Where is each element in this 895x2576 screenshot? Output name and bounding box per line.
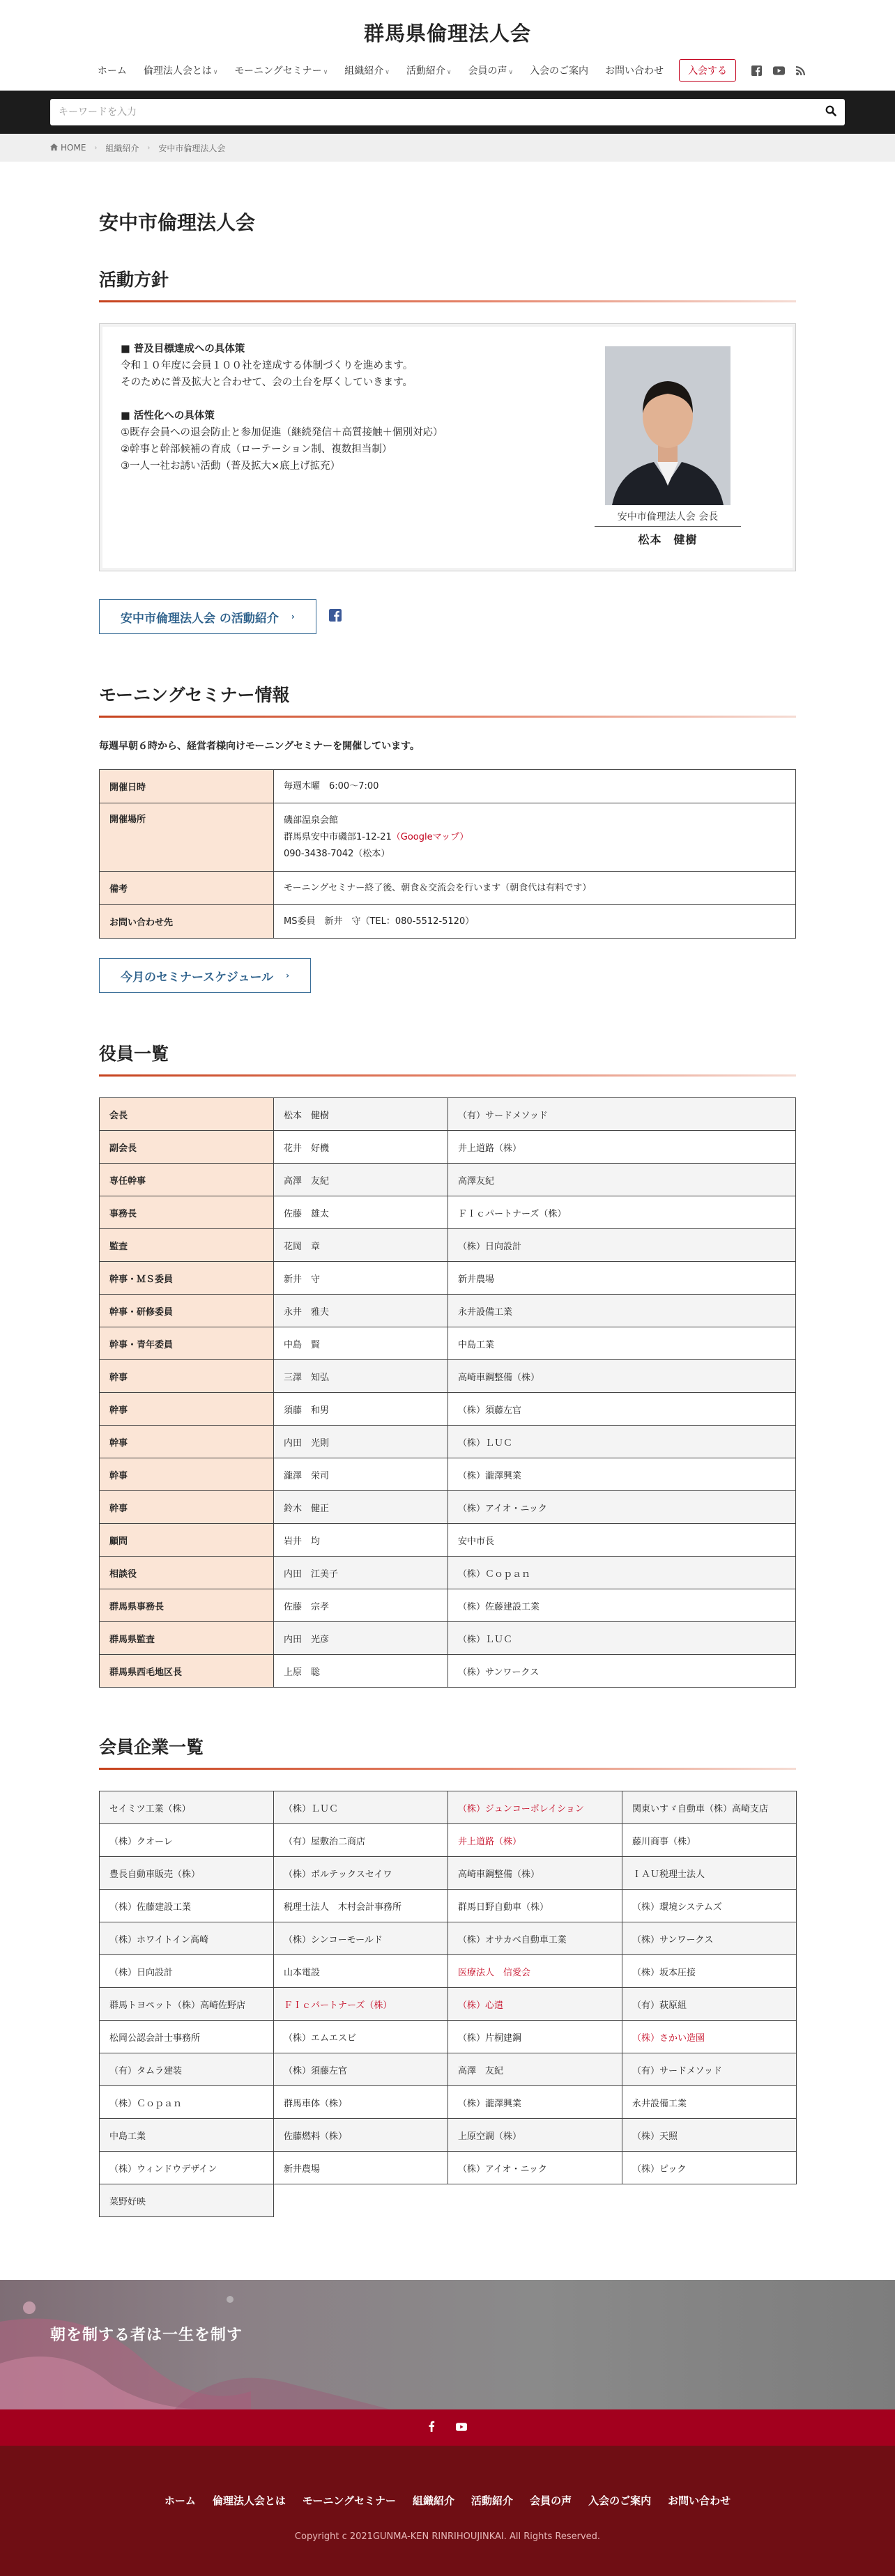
table-row bbox=[100, 2086, 797, 2119]
table-row bbox=[100, 905, 796, 939]
member-company: （株）瀧澤興業 bbox=[448, 2086, 622, 2119]
officer-company: 高崎車鋼整備（株） bbox=[448, 1360, 796, 1393]
header-sns bbox=[751, 65, 806, 76]
seminar-label: 開催場所 bbox=[100, 803, 274, 872]
footer-nav-item[interactable]: 組織紹介 bbox=[413, 2494, 455, 2507]
footer-nav-item[interactable]: 会員の声 bbox=[530, 2494, 572, 2507]
officer-name: 須藤 和男 bbox=[274, 1393, 448, 1426]
breadcrumb bbox=[0, 134, 895, 162]
table-row bbox=[100, 1327, 796, 1360]
officer-company: （株）ＬＵＣ bbox=[448, 1622, 796, 1655]
table-row bbox=[100, 1458, 796, 1491]
table-row bbox=[100, 1360, 796, 1393]
member-company: 豊長自動車販売（株） bbox=[100, 1857, 274, 1890]
officer-role: 幹事 bbox=[100, 1491, 274, 1524]
empty-cell bbox=[448, 2184, 622, 2217]
officers-title: 役員一覧 bbox=[99, 1040, 796, 1077]
footer-nav-item[interactable]: モーニングセミナー bbox=[302, 2494, 397, 2507]
member-company: （株）須藤左官 bbox=[274, 2053, 448, 2086]
officer-name: 松本 健樹 bbox=[274, 1098, 448, 1131]
member-company: 高澤 友紀 bbox=[448, 2053, 622, 2086]
table-row bbox=[100, 1988, 797, 2021]
chevron-down-icon: ∨ bbox=[446, 69, 452, 76]
chevron-down-icon: ∨ bbox=[385, 69, 390, 76]
member-company: （株）佐藤建設工業 bbox=[100, 1890, 274, 1922]
officer-company: 安中市長 bbox=[448, 1524, 796, 1557]
member-company: （株）坂本圧接 bbox=[622, 1955, 797, 1988]
seminar-label: 開催日時 bbox=[100, 770, 274, 803]
member-company: 松岡公認会計士事務所 bbox=[100, 2021, 274, 2053]
site-title[interactable]: 群馬県倫理法人会 bbox=[363, 22, 531, 45]
member-company: 関東いすゞ自動車（株）高崎支店 bbox=[622, 1791, 797, 1824]
facebook-icon[interactable] bbox=[329, 609, 342, 624]
nav-item-label: 組織紹介 bbox=[344, 65, 384, 77]
officer-company: （株）須藤左官 bbox=[448, 1393, 796, 1426]
chevron-down-icon: ∨ bbox=[213, 69, 218, 76]
officer-name: 永井 雅夫 bbox=[274, 1295, 448, 1327]
member-company: （株）ホワイトイン高崎 bbox=[100, 1922, 274, 1955]
nav-item-label: 活動紹介 bbox=[406, 65, 445, 77]
table-row bbox=[100, 872, 796, 905]
member-company: 上原空調（株） bbox=[448, 2119, 622, 2152]
table-row bbox=[100, 1262, 796, 1295]
table-row bbox=[100, 1955, 797, 1988]
member-company: （株）アイオ・ニック bbox=[448, 2152, 622, 2184]
member-company: （有）屋敷治二商店 bbox=[274, 1824, 448, 1857]
table-row bbox=[100, 1491, 796, 1524]
member-company: （株）ウィンドウデザイン bbox=[100, 2152, 274, 2184]
youtube-icon[interactable] bbox=[773, 66, 785, 75]
member-company: （有）萩原組 bbox=[622, 1988, 797, 2021]
footer-nav bbox=[0, 2446, 895, 2508]
officer-company: ＦＩｃパートナーズ（株） bbox=[448, 1196, 796, 1229]
members-title: 会員企業一覧 bbox=[99, 1734, 796, 1770]
officer-name: 花井 好機 bbox=[274, 1131, 448, 1164]
google-map-link[interactable]: （Googleマップ） bbox=[391, 831, 469, 842]
member-company: （株）シンコーモールド bbox=[274, 1922, 448, 1955]
facebook-icon[interactable] bbox=[751, 65, 762, 76]
officer-company: （株）ＬＵＣ bbox=[448, 1426, 796, 1458]
officer-role: 幹事 bbox=[100, 1426, 274, 1458]
officer-name: 岩井 均 bbox=[274, 1524, 448, 1557]
member-company: 群馬トヨペット（株）高崎佐野店 bbox=[100, 1988, 274, 2021]
activity-row bbox=[99, 599, 796, 634]
table-row bbox=[100, 770, 796, 803]
table-row bbox=[100, 1196, 796, 1229]
home-icon bbox=[50, 143, 58, 153]
search-input[interactable] bbox=[59, 107, 825, 118]
policy-title: 活動方針 bbox=[99, 266, 796, 302]
nav-item-label: モーニングセミナー bbox=[234, 65, 322, 77]
member-company: （株）エムエスビ bbox=[274, 2021, 448, 2053]
breadcrumb-home[interactable]: HOME bbox=[61, 143, 86, 153]
officer-name: 上原 聡 bbox=[274, 1655, 448, 1688]
chevron-right-icon: › bbox=[94, 144, 98, 152]
member-company: 藤川商事（株） bbox=[622, 1824, 797, 1857]
member-company[interactable]: ＦＩｃパートナーズ（株） bbox=[274, 1988, 448, 2021]
schedule-row bbox=[99, 958, 796, 993]
policy-heading-2: ■ 活性化への具体策 bbox=[121, 410, 215, 422]
table-row bbox=[100, 1922, 797, 1955]
hero-background bbox=[0, 2280, 895, 2409]
officer-company: 井上道路（株） bbox=[448, 1131, 796, 1164]
seminar-value: MS委員 新井 守（TEL：080-5512-5120） bbox=[274, 905, 796, 939]
table-row bbox=[100, 1164, 796, 1196]
officer-name: 鈴木 健正 bbox=[274, 1491, 448, 1524]
table-row bbox=[100, 1857, 797, 1890]
officer-name: 佐藤 宗孝 bbox=[274, 1589, 448, 1622]
youtube-icon[interactable] bbox=[456, 2421, 467, 2434]
member-company: セイミツ工業（株） bbox=[100, 1791, 274, 1824]
global-nav bbox=[0, 59, 895, 82]
officer-role: 専任幹事 bbox=[100, 1164, 274, 1196]
officer-role: 幹事・研修委員 bbox=[100, 1295, 274, 1327]
footer-nav-item[interactable]: 入会のご案内 bbox=[588, 2494, 652, 2507]
member-company: （株）ボルテックスセイワ bbox=[274, 1857, 448, 1890]
officer-name: 佐藤 雄太 bbox=[274, 1196, 448, 1229]
table-row bbox=[100, 1426, 796, 1458]
policy-body-2: ①既存会員への退会防止と参加促進（継続発信＋高質接触＋個別対応） ②幹事と幹部候補の育成（ローテーション制、複数担当制） ③一人一社お誘い活動（普及拡大×底上げ拡充） bbox=[121, 427, 443, 472]
hero-catchphrase: 朝を制する者は一生を制す bbox=[50, 2327, 243, 2344]
nav-item-label: ホーム bbox=[97, 65, 127, 77]
breadcrumb-organization[interactable]: 組織紹介 bbox=[105, 143, 139, 153]
nav-item-3[interactable] bbox=[336, 63, 398, 77]
nav-item-4[interactable] bbox=[398, 63, 460, 77]
officer-company: 中島工業 bbox=[448, 1327, 796, 1360]
table-row bbox=[100, 1229, 796, 1262]
nav-item-6[interactable] bbox=[521, 63, 597, 77]
member-company: （株）オサカベ自動車工業 bbox=[448, 1922, 622, 1955]
policy-body-1: 令和１０年度に会員１００社を達成する体制づくりを進めます。 そのために普及拡大と合わせて、会の土台を厚くしていきます。 bbox=[121, 360, 413, 388]
officer-name: 内田 江美子 bbox=[274, 1557, 448, 1589]
member-company[interactable]: （株）ジュンコーポレイション bbox=[448, 1791, 622, 1824]
main-content bbox=[99, 162, 796, 2280]
empty-cell bbox=[274, 2184, 448, 2217]
copyright: Copyright c 2021GUNMA-KEN RINRIHOUJINKAI. All Rights Reserved. bbox=[294, 2531, 601, 2542]
seminar-value: 毎週木曜 6:00〜7:00 bbox=[274, 770, 796, 803]
chairman-name: 松本 健樹 bbox=[638, 533, 698, 546]
policy-heading-1: ■ 普及目標達成への具体策 bbox=[121, 344, 245, 355]
officer-role: 会長 bbox=[100, 1098, 274, 1131]
officer-company: 新井農場 bbox=[448, 1262, 796, 1295]
search-icon[interactable] bbox=[825, 105, 836, 119]
member-company: 永井設備工業 bbox=[622, 2086, 797, 2119]
table-row bbox=[100, 2184, 797, 2217]
member-company: （株）天照 bbox=[622, 2119, 797, 2152]
table-row bbox=[100, 2119, 797, 2152]
activity-button[interactable] bbox=[99, 599, 316, 634]
member-company: 佐藤燃料（株） bbox=[274, 2119, 448, 2152]
seminar-value bbox=[274, 803, 796, 872]
nav-item-0[interactable] bbox=[89, 63, 135, 77]
footer-nav-item[interactable]: お問い合わせ bbox=[668, 2494, 731, 2507]
officer-company: （株）日向設計 bbox=[448, 1229, 796, 1262]
member-company: （株）日向設計 bbox=[100, 1955, 274, 1988]
member-company: （株）サンワークス bbox=[622, 1922, 797, 1955]
officer-role: 幹事・青年委員 bbox=[100, 1327, 274, 1360]
officer-name: 高澤 友紀 bbox=[274, 1164, 448, 1196]
policy-box bbox=[99, 323, 796, 571]
officer-name: 中島 賢 bbox=[274, 1327, 448, 1360]
member-company: （株）ＬＵＣ bbox=[274, 1791, 448, 1824]
seminar-table bbox=[99, 769, 796, 939]
chevron-right-icon: › bbox=[147, 144, 151, 152]
chevron-down-icon: ∨ bbox=[508, 69, 514, 76]
venue-address: 磯部温泉会館 群馬県安中市磯部1-12-21 bbox=[284, 815, 392, 842]
hero-banner bbox=[0, 2280, 895, 2409]
table-row bbox=[100, 1098, 796, 1131]
officer-company: （株）Ｃｏｐａｎ bbox=[448, 1557, 796, 1589]
member-company: （株）クオーレ bbox=[100, 1824, 274, 1857]
search-band bbox=[0, 91, 895, 134]
officer-company: 永井設備工業 bbox=[448, 1295, 796, 1327]
footer-nav-item[interactable]: 活動紹介 bbox=[471, 2494, 514, 2507]
footer-nav-item[interactable]: 倫理法人会とは bbox=[212, 2494, 286, 2507]
table-row bbox=[100, 1791, 797, 1824]
officer-role: 群馬県監査 bbox=[100, 1622, 274, 1655]
officer-company: （株）佐藤建設工業 bbox=[448, 1589, 796, 1622]
breadcrumb-current: 安中市倫理法人会 bbox=[158, 143, 226, 153]
chairman-profile bbox=[595, 346, 741, 571]
officer-company: （株）サンワークス bbox=[448, 1655, 796, 1688]
table-row bbox=[100, 2152, 797, 2184]
site-header bbox=[0, 0, 895, 91]
table-row bbox=[100, 1131, 796, 1164]
table-row bbox=[100, 1890, 797, 1922]
officer-role: 群馬県事務長 bbox=[100, 1589, 274, 1622]
member-company: 群馬日野自動車（株） bbox=[448, 1890, 622, 1922]
officer-role: 幹事 bbox=[100, 1458, 274, 1491]
officer-company: 高澤友紀 bbox=[448, 1164, 796, 1196]
venue-phone: 090-3438-7042（松本） bbox=[284, 848, 390, 859]
officer-name: 花岡 章 bbox=[274, 1229, 448, 1262]
join-button[interactable]: 入会する bbox=[679, 59, 736, 82]
table-row bbox=[100, 803, 796, 872]
site-footer bbox=[0, 2446, 895, 2576]
chevron-right-icon: › bbox=[291, 612, 295, 622]
officer-role: 副会長 bbox=[100, 1131, 274, 1164]
officer-name: 内田 光彦 bbox=[274, 1622, 448, 1655]
officer-name: 三澤 知弘 bbox=[274, 1360, 448, 1393]
officer-company: （株）瀧澤興業 bbox=[448, 1458, 796, 1491]
rss-icon[interactable] bbox=[796, 65, 806, 75]
table-row bbox=[100, 1824, 797, 1857]
nav-item-5[interactable] bbox=[459, 63, 521, 77]
empty-cell bbox=[622, 2184, 797, 2217]
table-row bbox=[100, 1295, 796, 1327]
seminar-lead: 毎週早朝６時から、経営者様向けモーニングセミナーを開催しています。 bbox=[99, 741, 420, 752]
page-title: 安中市倫理法人会 bbox=[99, 211, 256, 234]
member-company[interactable]: （株）さかい造園 bbox=[622, 2021, 797, 2053]
table-row bbox=[100, 1622, 796, 1655]
member-company[interactable]: 医療法人 信愛会 bbox=[448, 1955, 622, 1988]
schedule-button-label: 今月のセミナースケジュール bbox=[121, 970, 274, 985]
seminar-title: モーニングセミナー情報 bbox=[99, 681, 796, 718]
officer-role: 事務長 bbox=[100, 1196, 274, 1229]
member-company: ＩＡＵ税理士法人 bbox=[622, 1857, 797, 1890]
table-row bbox=[100, 2021, 797, 2053]
nav-item-label: お問い合わせ bbox=[605, 65, 664, 77]
table-row bbox=[100, 1524, 796, 1557]
member-company: （有）タムラ建装 bbox=[100, 2053, 274, 2086]
chevron-right-icon: › bbox=[286, 971, 290, 980]
officer-name: 瀧澤 栄司 bbox=[274, 1458, 448, 1491]
nav-item-label: 会員の声 bbox=[468, 65, 507, 77]
officer-role: 群馬県西毛地区長 bbox=[100, 1655, 274, 1688]
nav-item-1[interactable] bbox=[135, 63, 227, 77]
member-company[interactable]: （株）心遣 bbox=[448, 1988, 622, 2021]
table-row bbox=[100, 1557, 796, 1589]
nav-item-2[interactable] bbox=[227, 63, 337, 77]
officer-role: 幹事・ＭＳ委員 bbox=[100, 1262, 274, 1295]
officer-company: （有）サードメソッド bbox=[448, 1098, 796, 1131]
schedule-button[interactable] bbox=[99, 958, 311, 993]
nav-item-7[interactable] bbox=[597, 63, 672, 77]
member-company: （株）片桐建鋼 bbox=[448, 2021, 622, 2053]
policy-text bbox=[121, 341, 443, 571]
officer-role: 幹事 bbox=[100, 1393, 274, 1426]
seminar-label: 備考 bbox=[100, 872, 274, 905]
member-company: 山本電設 bbox=[274, 1955, 448, 1988]
facebook-icon[interactable] bbox=[428, 2421, 435, 2435]
nav-item-label: 倫理法人会とは bbox=[143, 65, 212, 77]
seminar-label: お問い合わせ先 bbox=[100, 905, 274, 939]
member-company: 群馬車体（株） bbox=[274, 2086, 448, 2119]
table-row bbox=[100, 1589, 796, 1622]
member-company: （株）Ｃｏｐａｎ bbox=[100, 2086, 274, 2119]
table-row bbox=[100, 1655, 796, 1688]
member-company: （株）ピック bbox=[622, 2152, 797, 2184]
officers-table bbox=[99, 1097, 796, 1688]
chairman-photo bbox=[605, 346, 730, 505]
member-company[interactable]: 井上道路（株） bbox=[448, 1824, 622, 1857]
member-company: 税理士法人 木村会計事務所 bbox=[274, 1890, 448, 1922]
officer-name: 新井 守 bbox=[274, 1262, 448, 1295]
officer-role: 幹事 bbox=[100, 1360, 274, 1393]
table-row bbox=[100, 2053, 797, 2086]
member-company: 菜野好映 bbox=[100, 2184, 274, 2217]
chairman-caption: 安中市倫理法人会 会長 bbox=[595, 509, 741, 527]
member-company: 新井農場 bbox=[274, 2152, 448, 2184]
chevron-down-icon: ∨ bbox=[323, 69, 328, 76]
nav-item-label: 入会のご案内 bbox=[530, 65, 589, 77]
member-company: 高崎車鋼整備（株） bbox=[448, 1857, 622, 1890]
officer-role: 顧問 bbox=[100, 1524, 274, 1557]
member-company: （有）サードメソッド bbox=[622, 2053, 797, 2086]
officer-role: 監査 bbox=[100, 1229, 274, 1262]
table-row bbox=[100, 1393, 796, 1426]
activity-button-label: 安中市倫理法人会 の活動紹介 bbox=[121, 611, 279, 626]
member-company: 中島工業 bbox=[100, 2119, 274, 2152]
footer-nav-item[interactable]: ホーム bbox=[164, 2494, 196, 2507]
officer-company: （株）アイオ・ニック bbox=[448, 1491, 796, 1524]
seminar-value: モーニングセミナー終了後、朝食＆交流会を行います（朝食代は有料です） bbox=[274, 872, 796, 905]
officer-role: 相談役 bbox=[100, 1557, 274, 1589]
members-table bbox=[99, 1791, 797, 2217]
footer-sns-band bbox=[0, 2409, 895, 2446]
member-company: （株）環境システムズ bbox=[622, 1890, 797, 1922]
officer-name: 内田 光則 bbox=[274, 1426, 448, 1458]
search-box bbox=[50, 99, 845, 125]
